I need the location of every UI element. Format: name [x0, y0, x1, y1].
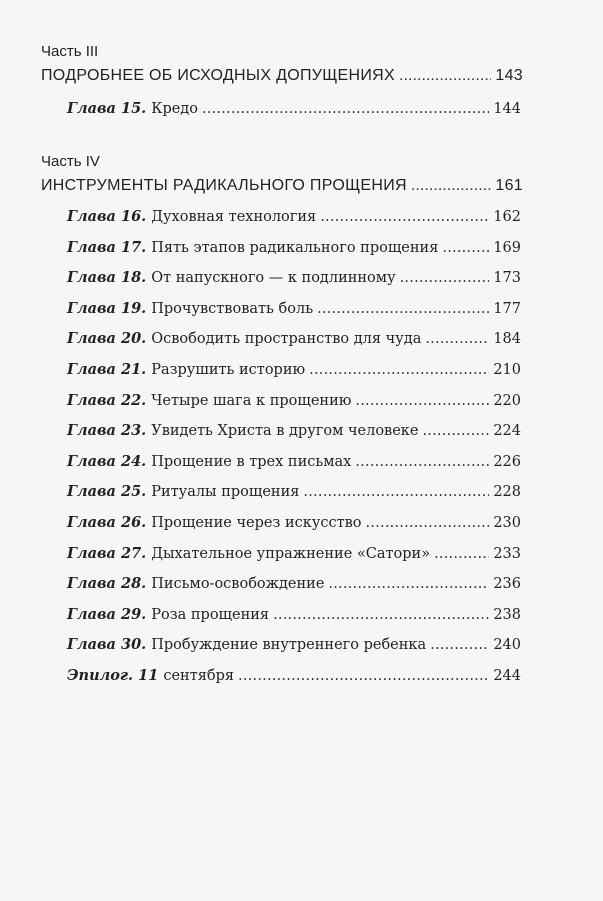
- toc-entry[interactable]: [67, 447, 521, 478]
- chapter-page: 224: [493, 423, 521, 440]
- toc-entry[interactable]: [67, 569, 521, 600]
- chapter-page: 230: [493, 514, 521, 531]
- chapter-label: Глава 20.: [67, 330, 147, 348]
- toc-entry[interactable]: [67, 386, 521, 417]
- chapter-title: Роза прощения: [151, 606, 270, 623]
- chapter-page: 177: [493, 300, 521, 317]
- leader-dots: [366, 508, 490, 539]
- chapter-title: Прочувствовать боль: [151, 300, 314, 317]
- leader-dots: [434, 539, 489, 570]
- part-3-page: 143: [495, 67, 523, 84]
- toc-entry[interactable]: [67, 355, 521, 386]
- part-4-title: ИНСТРУМЕНТЫ РАДИКАЛЬНОГО ПРОЩЕНИЯ: [41, 177, 407, 194]
- chapter-title: Кредо: [151, 101, 198, 117]
- chapter-title: Освободить пространство для чуда: [151, 331, 422, 348]
- chapter-title: Увидеть Христа в другом человеке: [151, 423, 419, 440]
- chapter-page: 226: [493, 453, 521, 470]
- chapter-title: Четыре шага к прощению: [151, 392, 352, 409]
- part-3-label: Часть III: [41, 43, 99, 60]
- part-3-title-row[interactable]: [41, 65, 523, 87]
- toc-entry[interactable]: [67, 416, 521, 447]
- chapter-page: 220: [493, 392, 521, 409]
- chapter-title: От напускного — к подлинному: [151, 270, 396, 287]
- leader-dots: [303, 477, 489, 508]
- chapter-page: 238: [493, 606, 521, 623]
- chapter-title: Духовная технология: [151, 209, 317, 225]
- chapter-title: Прощение через искусство: [151, 514, 362, 531]
- chapter-label: Глава 16.: [67, 208, 147, 225]
- toc-entry[interactable]: [67, 324, 521, 355]
- leader-dots: [273, 600, 489, 631]
- chapter-page: 228: [493, 484, 521, 501]
- leader-dots: [317, 294, 489, 325]
- chapter-label: Глава 21.: [67, 360, 147, 378]
- chapter-title: Дыхательное упражнение «Сатори»: [151, 545, 431, 562]
- chapter-label: Глава 15.: [67, 100, 147, 117]
- chapter-title: Пять этапов радикального прощения: [151, 239, 439, 256]
- chapter-page: 244: [493, 667, 521, 684]
- part-4-page: 161: [495, 177, 523, 194]
- chapter-label: Глава 18.: [67, 269, 147, 287]
- part-4-label: Часть IV: [41, 153, 100, 170]
- leader-dots: [309, 355, 489, 386]
- part-3-title: ПОДРОБНЕЕ ОБ ИСХОДНЫХ ДОПУЩЕНИЯХ: [41, 67, 395, 84]
- chapter-page: 236: [493, 576, 521, 593]
- toc-entry[interactable]: [67, 661, 521, 692]
- chapter-label: Эпилог. 11: [67, 666, 159, 684]
- leader-dots: [355, 447, 489, 478]
- chapter-title: Прощение в трех письмах: [151, 453, 352, 470]
- leader-dots: [202, 94, 489, 125]
- chapter-title: Ритуалы прощения: [151, 484, 300, 501]
- chapter-label: Глава 23.: [67, 422, 147, 440]
- chapter-title: Письмо-освобождение: [151, 576, 325, 593]
- chapter-title: сентября: [163, 667, 235, 684]
- leader-dots: [238, 661, 489, 692]
- leader-dots: [399, 65, 491, 87]
- chapter-page: 173: [493, 270, 521, 287]
- chapter-label: Глава 25.: [67, 483, 147, 501]
- toc-entry[interactable]: [67, 630, 521, 661]
- part-3-header: [41, 42, 523, 87]
- chapter-label: Глава 30.: [67, 636, 147, 654]
- chapter-page: 233: [493, 545, 521, 562]
- part-4-title-row[interactable]: [41, 175, 523, 197]
- leader-dots: [320, 202, 489, 233]
- leader-dots: [422, 416, 489, 447]
- chapter-page: 144: [493, 101, 521, 117]
- chapter-page: 210: [493, 361, 521, 378]
- toc-entry[interactable]: [67, 263, 521, 294]
- chapter-page: 169: [493, 239, 521, 256]
- toc-entry[interactable]: [67, 94, 521, 125]
- chapter-page: 184: [493, 331, 521, 348]
- chapter-label: Глава 27.: [67, 544, 147, 562]
- leader-dots: [400, 263, 490, 294]
- toc-entry[interactable]: [67, 477, 521, 508]
- chapter-label: Глава 19.: [67, 299, 147, 317]
- chapter-page: 240: [493, 637, 521, 654]
- chapter-label: Глава 24.: [67, 452, 147, 470]
- toc-entry[interactable]: [67, 508, 521, 539]
- chapter-label: Глава 22.: [67, 391, 147, 409]
- chapter-title: Разрушить историю: [151, 361, 306, 378]
- leader-dots: [430, 630, 489, 661]
- toc-entry[interactable]: [67, 294, 521, 325]
- chapter-label: Глава 17.: [67, 238, 147, 256]
- chapter-label: Глава 28.: [67, 575, 147, 593]
- leader-dots: [355, 386, 489, 417]
- part-4-header: [41, 152, 523, 197]
- chapter-title: Пробуждение внутреннего ребенка: [151, 637, 427, 654]
- chapter-label: Глава 26.: [67, 513, 147, 531]
- toc-entry[interactable]: [67, 600, 521, 631]
- toc-entry[interactable]: [67, 202, 521, 233]
- leader-dots: [442, 233, 489, 264]
- leader-dots: [328, 569, 489, 600]
- chapter-page: 162: [493, 209, 521, 225]
- part-4-entries: [67, 202, 521, 692]
- leader-dots: [411, 175, 492, 197]
- leader-dots: [425, 324, 489, 355]
- part-3-entries: [67, 94, 521, 125]
- toc-entry[interactable]: [67, 233, 521, 264]
- toc-entry[interactable]: [67, 539, 521, 570]
- chapter-label: Глава 29.: [67, 605, 147, 623]
